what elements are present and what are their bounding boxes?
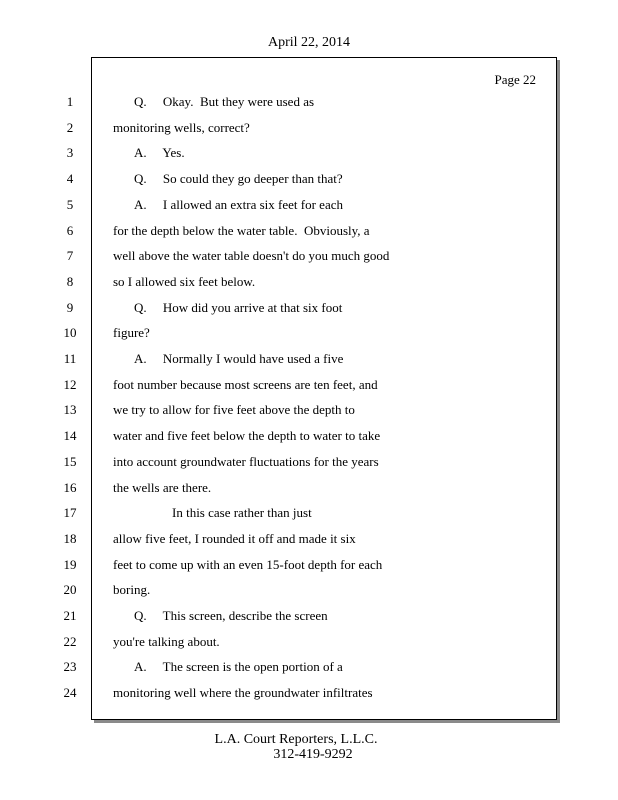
transcript-line: allow five feet, I rounded it off and made it six xyxy=(113,531,356,546)
transcript-line: the wells are there. xyxy=(113,480,212,495)
transcript-line: figure? xyxy=(113,325,150,340)
line-number: 15 xyxy=(63,454,77,469)
transcript-line: you're talking about. xyxy=(113,634,220,649)
transcript-line: we try to allow for five feet above the depth to xyxy=(113,402,355,417)
line-number: 12 xyxy=(63,377,77,392)
transcript-line: Q. Okay. But they were used as xyxy=(134,94,315,109)
transcript-line: well above the water table doesn't do you much good xyxy=(113,248,390,263)
line-number: 23 xyxy=(63,659,77,674)
transcript-line: A. I allowed an extra six feet for each xyxy=(134,197,343,212)
line-number: 3 xyxy=(66,145,74,160)
line-number: 20 xyxy=(63,582,77,597)
line-number: 19 xyxy=(63,557,77,572)
page-number: Page 22 xyxy=(494,72,536,87)
line-number: 5 xyxy=(66,197,74,212)
line-number: 1 xyxy=(66,94,74,109)
transcript-line: A. Yes. xyxy=(134,145,185,160)
line-number: 9 xyxy=(66,300,74,315)
transcript-line: In this case rather than just xyxy=(172,505,312,520)
line-number: 14 xyxy=(63,428,77,443)
line-number: 18 xyxy=(63,531,77,546)
line-number: 10 xyxy=(63,325,77,340)
line-number: 8 xyxy=(66,274,74,289)
court-reporter-phone: 312-419-9292 xyxy=(273,747,353,762)
transcript-line: monitoring well where the groundwater infiltrates xyxy=(113,685,373,700)
line-number: 21 xyxy=(63,608,77,623)
court-reporter-name: L.A. Court Reporters, L.L.C. xyxy=(214,732,378,747)
transcript-line: foot number because most screens are ten feet, and xyxy=(113,377,378,392)
line-number: 2 xyxy=(66,120,74,135)
line-number: 16 xyxy=(63,480,77,495)
line-number: 6 xyxy=(66,223,74,238)
transcript-line: feet to come up with an even 15-foot depth for each xyxy=(113,557,383,572)
transcript-line: Q. So could they go deeper than that? xyxy=(134,171,343,186)
line-number: 7 xyxy=(66,248,74,263)
transcript-line: so I allowed six feet below. xyxy=(113,274,256,289)
line-number: 17 xyxy=(63,505,77,520)
line-number: 11 xyxy=(63,351,77,366)
line-number: 24 xyxy=(63,685,77,700)
transcript-line: Q. How did you arrive at that six foot xyxy=(134,300,343,315)
transcript-line: Q. This screen, describe the screen xyxy=(134,608,328,623)
transcript-line: A. Normally I would have used a five xyxy=(134,351,344,366)
line-number: 22 xyxy=(63,634,77,649)
line-number: 4 xyxy=(66,171,74,186)
transcript-line: into account groundwater fluctuations for the years xyxy=(113,454,379,469)
line-number: 13 xyxy=(63,402,77,417)
transcript-line: boring. xyxy=(113,582,151,597)
transcript-date: April 22, 2014 xyxy=(267,35,351,50)
transcript-line: A. The screen is the open portion of a xyxy=(134,659,343,674)
transcript-line: water and five feet below the depth to water to take xyxy=(113,428,381,443)
transcript-line: monitoring wells, correct? xyxy=(113,120,250,135)
transcript-line: for the depth below the water table. Obviously, a xyxy=(113,223,370,238)
